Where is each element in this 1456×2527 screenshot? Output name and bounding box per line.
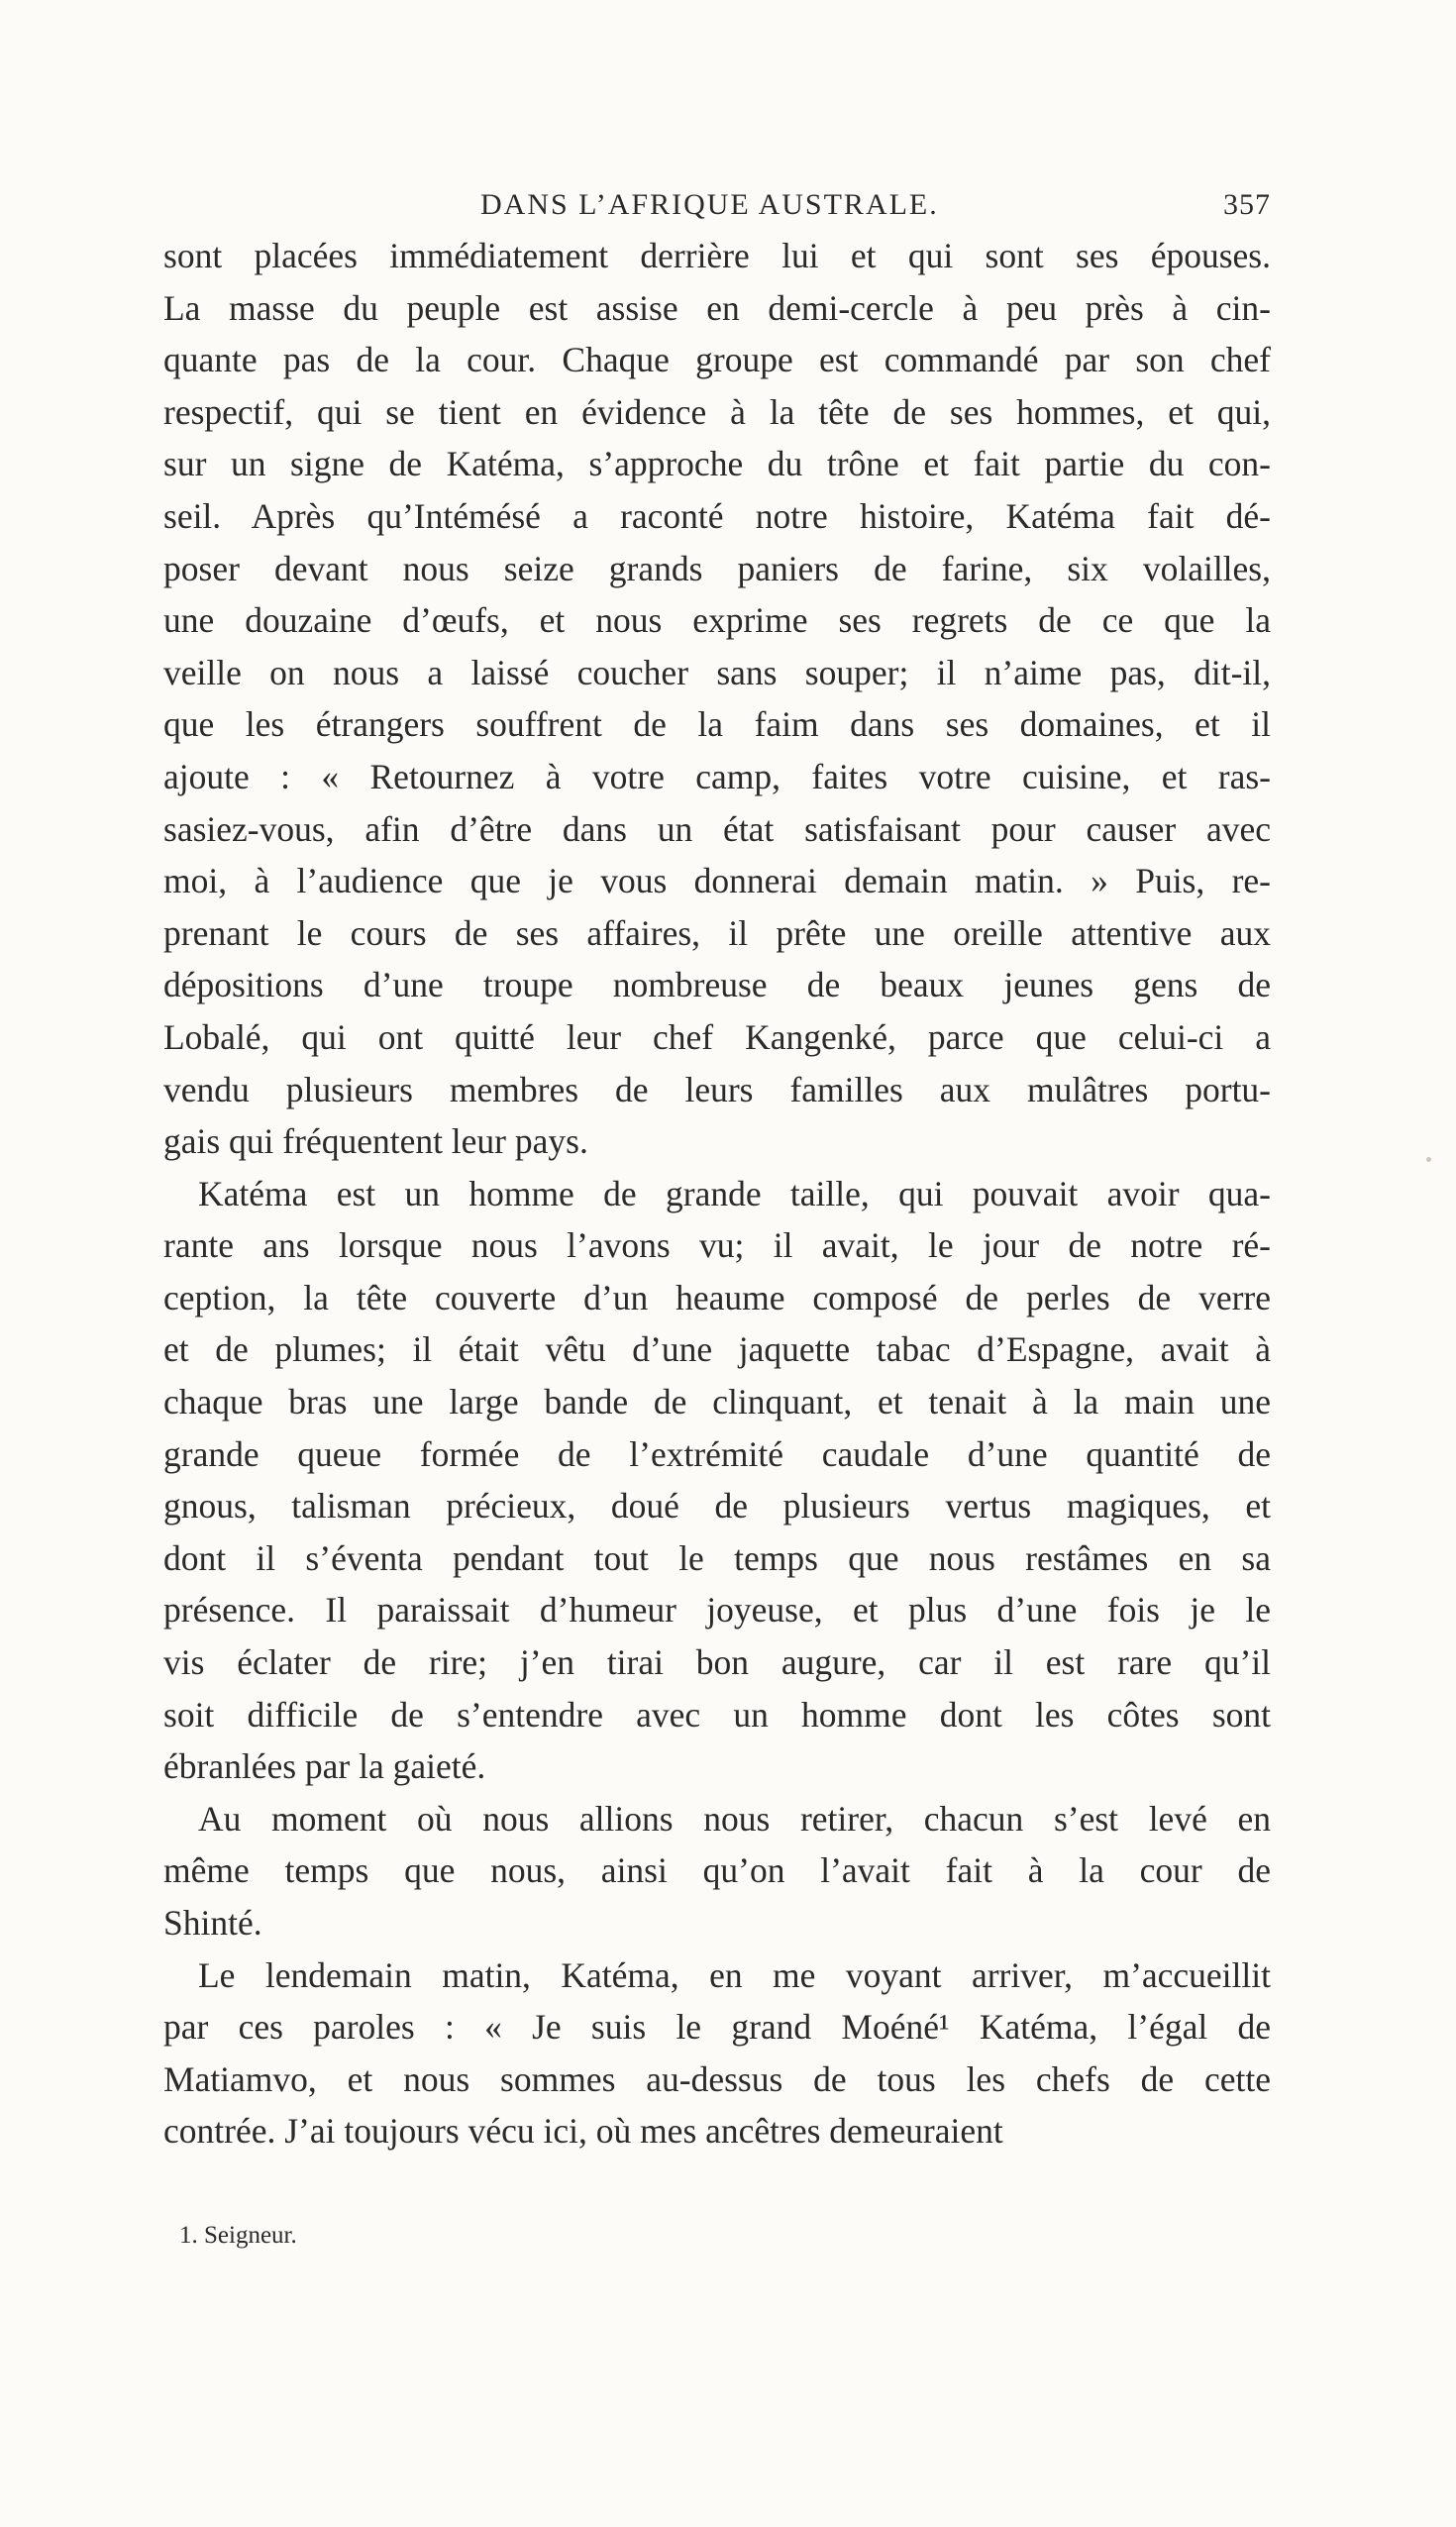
text-line: La masse du peuple est assise en demi-cercle à peu près à cin- bbox=[163, 287, 1271, 328]
page-number: 357 bbox=[1223, 188, 1271, 221]
text-line: gais qui fréquentent leur pays. bbox=[163, 1121, 588, 1162]
running-title: DANS L’AFRIQUE AUSTRALE. bbox=[480, 188, 939, 221]
text-line: même temps que nous, ainsi qu’on l’avait fait à la cour de bbox=[163, 1850, 1271, 1891]
text-line: et de plumes; il était vêtu d’une jaquette tabac d’Espagne, avait à bbox=[163, 1329, 1271, 1370]
book-page bbox=[163, 178, 1271, 2457]
text-line: Shinté. bbox=[163, 1903, 262, 1943]
footnote: 1. Seigneur. bbox=[179, 2222, 297, 2249]
text-line: soit difficile de s’entendre avec un homme dont les côtes sont bbox=[163, 1694, 1271, 1735]
text-line: chaque bras une large bande de clinquant, et tenait à la main une bbox=[163, 1382, 1271, 1422]
text-line: vis éclater de rire; j’en tirai bon augure, car il est rare qu’il bbox=[163, 1642, 1271, 1683]
text-line: Matiamvo, et nous sommes au-dessus de tous les chefs de cette bbox=[163, 2058, 1271, 2099]
running-head bbox=[163, 178, 1271, 230]
text-line: ception, la tête couverte d’un heaume composé de perles de verre bbox=[163, 1277, 1271, 1317]
text-line: ajoute : « Retournez à votre camp, faites votre cuisine, et ras- bbox=[163, 756, 1271, 796]
text-line: gnous, talisman précieux, doué de plusieurs vertus magiques, et bbox=[163, 1486, 1271, 1527]
text-line: poser devant nous seize grands paniers de farine, six volailles, bbox=[163, 548, 1271, 588]
text-line: une douzaine d’œufs, et nous exprime ses regrets de ce que la bbox=[163, 600, 1271, 641]
text-line: ébranlées par la gaieté. bbox=[163, 1746, 486, 1787]
text-line: sont placées immédiatement derrière lui et qui sont ses épouses. bbox=[163, 236, 1271, 275]
text-line: Lobalé, qui ont quitté leur chef Kangenké, parce que celui-ci a bbox=[163, 1016, 1271, 1057]
text-line: respectif, qui se tient en évidence à la tête de ses hommes, et qui, bbox=[163, 391, 1271, 432]
text-line: par ces paroles : « Je suis le grand Moéné¹ Katéma, l’égal de bbox=[163, 2007, 1271, 2048]
text-line: Au moment où nous allions nous retirer, chacun s’est levé en bbox=[198, 1798, 1271, 1839]
text-line: sur un signe de Katéma, s’approche du trône et fait partie du con- bbox=[163, 444, 1271, 484]
text-line: dépositions d’une troupe nombreuse de beaux jeunes gens de bbox=[163, 965, 1271, 1005]
text-line: prenant le cours de ses affaires, il prête une oreille attentive aux bbox=[163, 912, 1271, 953]
text-line: seil. Après qu’Intémésé a raconté notre histoire, Katéma fait dé- bbox=[163, 495, 1271, 536]
paper-speck bbox=[1426, 1157, 1431, 1162]
paragraph bbox=[163, 1793, 1271, 1949]
text-line: dont il s’éventa pendant tout le temps que nous restâmes en sa bbox=[163, 1537, 1271, 1578]
text-line: présence. Il paraissait d’humeur joyeuse, et plus d’une fois je le bbox=[163, 1590, 1271, 1631]
paragraph bbox=[163, 1949, 1271, 2158]
text-line: contrée. J’ai toujours vécu ici, où mes ancêtres demeuraient bbox=[163, 2111, 1003, 2152]
text-line: Le lendemain matin, Katéma, en me voyant arriver, m’accueillit bbox=[198, 1954, 1271, 1995]
body-text bbox=[163, 230, 1271, 2158]
paragraph bbox=[163, 1168, 1271, 1793]
text-line: que les étrangers souffrent de la faim dans ses domaines, et il bbox=[163, 704, 1271, 745]
text-line: veille on nous a laissé coucher sans souper; il n’aime pas, dit-il, bbox=[163, 652, 1271, 692]
text-line: sasiez-vous, afin d’être dans un état satisfaisant pour causer avec bbox=[163, 808, 1271, 849]
text-line: rante ans lorsque nous l’avons vu; il avait, le jour de notre ré- bbox=[163, 1225, 1271, 1266]
text-line: quante pas de la cour. Chaque groupe est commandé par son chef bbox=[163, 340, 1271, 380]
text-line: grande queue formée de l’extrémité caudale d’une quantité de bbox=[163, 1433, 1271, 1474]
text-line: moi, à l’audience que je vous donnerai demain matin. » Puis, re- bbox=[163, 861, 1271, 901]
paragraph bbox=[163, 230, 1271, 1168]
text-line: Katéma est un homme de grande taille, qui pouvait avoir qua- bbox=[198, 1173, 1271, 1213]
text-line: vendu plusieurs membres de leurs familles aux mulâtres portu- bbox=[163, 1069, 1271, 1109]
